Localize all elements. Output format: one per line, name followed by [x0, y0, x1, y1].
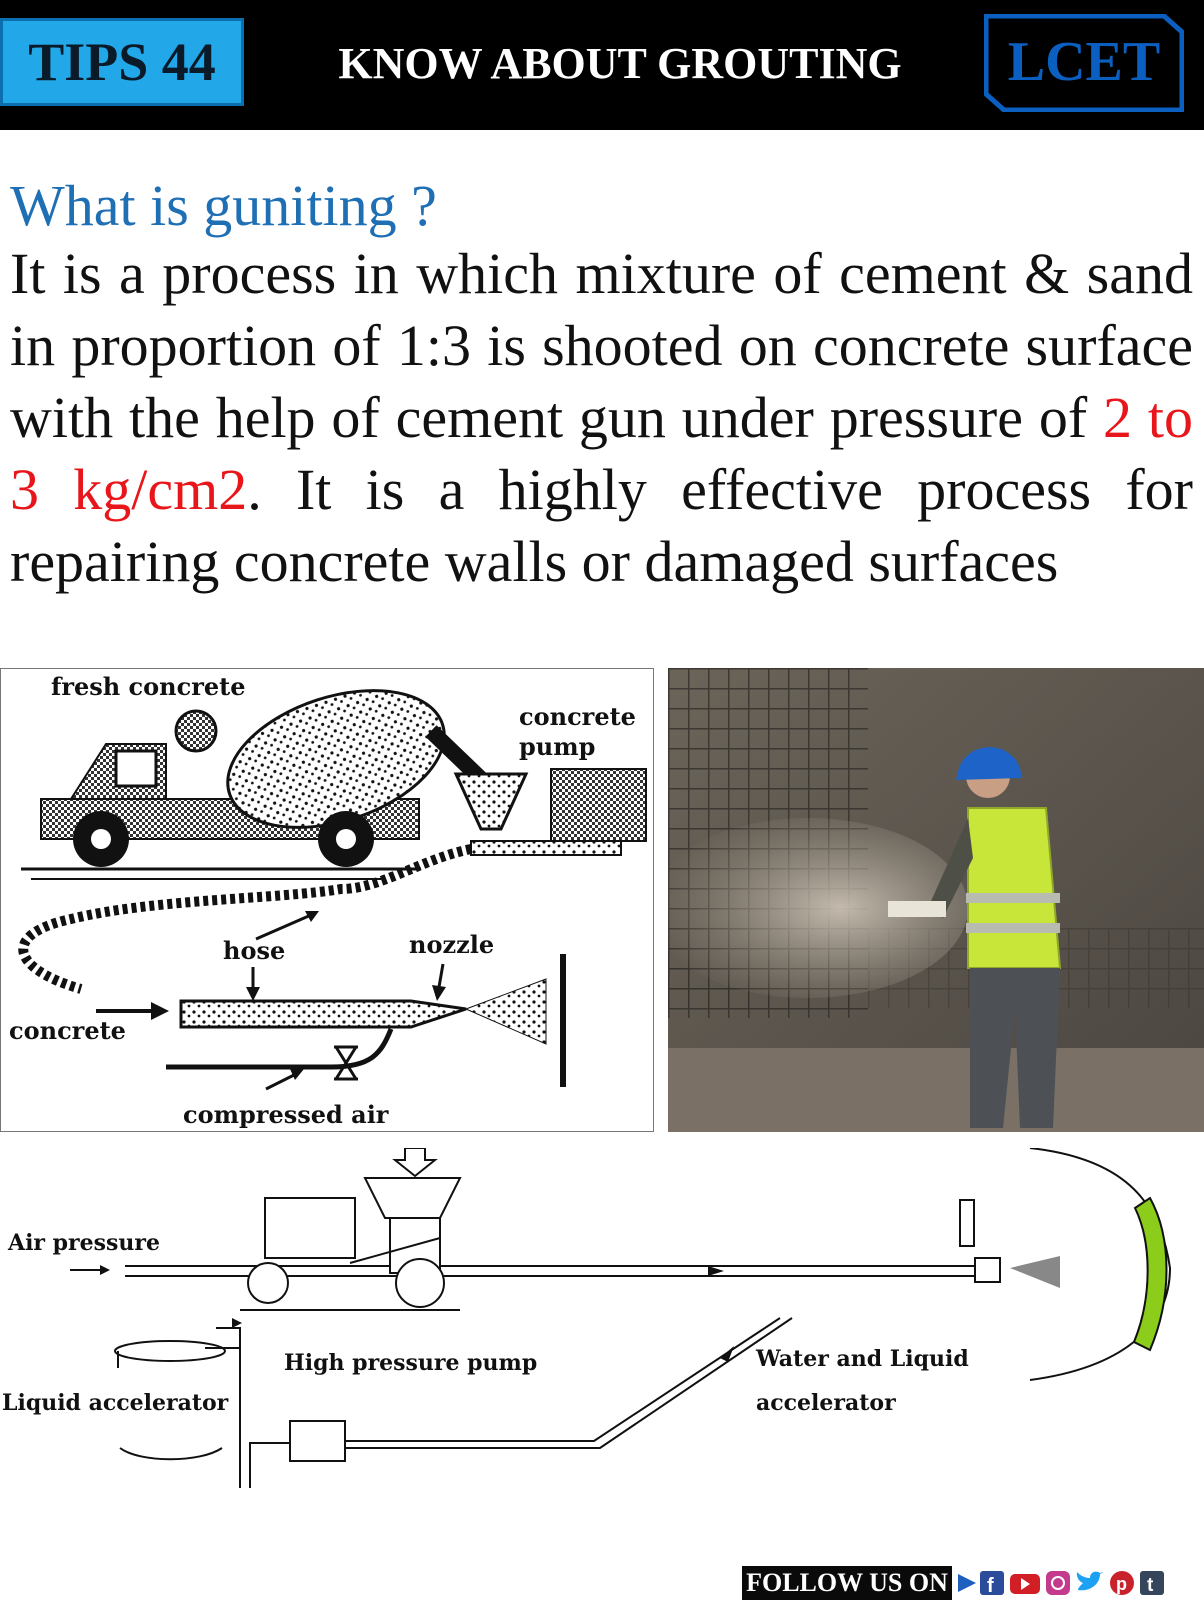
shotcrete-equipment-diagram: [0, 1148, 1204, 1488]
svg-text:t: t: [1147, 1575, 1154, 1596]
tips-badge: TIPS 44: [0, 18, 244, 106]
water-liquid-label-1: Water and Liquid: [756, 1346, 969, 1372]
social-icons: [956, 1566, 1196, 1600]
header-bar: [0, 0, 1204, 130]
shotcrete-worker-photo: [668, 668, 1204, 1132]
pinterest-icon[interactable]: [1110, 1571, 1134, 1595]
instagram-icon[interactable]: [1046, 1571, 1070, 1595]
fresh-concrete-label: fresh concrete: [51, 672, 246, 701]
concrete-label: concrete: [9, 1016, 126, 1045]
definition-paragraph: [10, 238, 1193, 598]
concrete-pump-label-2: pump: [519, 732, 596, 761]
compressed-air-label: compressed air: [183, 1100, 389, 1129]
logo-text: LCET: [1007, 31, 1161, 93]
concrete-pump-label-1: concrete: [519, 702, 636, 731]
liquid-accelerator-label: Liquid accelerator: [2, 1390, 229, 1416]
nozzle-label: nozzle: [409, 930, 495, 959]
follow-us-label: FOLLOW US ON: [742, 1566, 952, 1600]
facebook-icon[interactable]: [980, 1571, 1004, 1597]
section-question: What is guniting ?: [10, 173, 437, 238]
pressure-highlight: 2 to 3 kg/cm2: [10, 385, 1193, 522]
guniting-process-diagram: [0, 668, 654, 1132]
para-text-2: . It is a highly effective process for repairing concrete walls or damaged surfaces: [10, 457, 1193, 594]
twitter-icon[interactable]: [1077, 1572, 1104, 1591]
youtube-icon[interactable]: [1010, 1574, 1040, 1594]
high-pressure-pump-label: High pressure pump: [284, 1350, 538, 1376]
svg-text:p: p: [1116, 1574, 1127, 1594]
para-text-1: It is a process in which mixture of cement & sand in proportion of 1:3 is shooted on concrete surface with the help of cement gun under pressure of: [10, 241, 1193, 450]
svg-text:f: f: [987, 1575, 994, 1597]
tumblr-icon[interactable]: [1140, 1571, 1164, 1596]
hose-label: hose: [223, 936, 286, 965]
play-icon[interactable]: [958, 1574, 976, 1592]
air-pressure-label: Air pressure: [8, 1230, 161, 1256]
page-title: KNOW ABOUT GROUTING: [338, 39, 902, 88]
water-liquid-label-2: accelerator: [756, 1390, 896, 1416]
